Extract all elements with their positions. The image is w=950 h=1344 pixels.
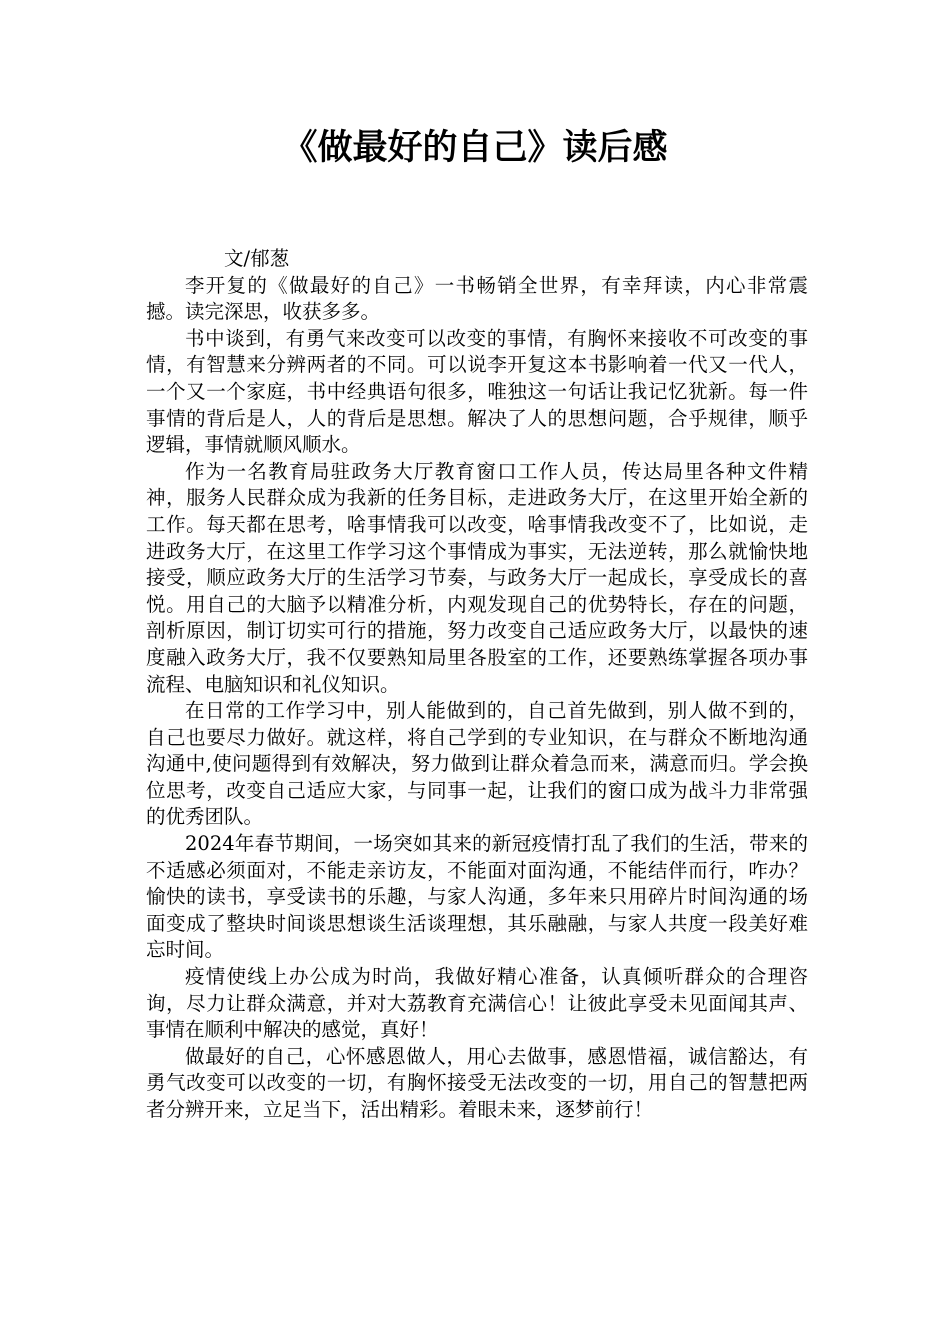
author-line: 文/郁葱 (224, 247, 290, 270)
document-body (146, 246, 808, 1124)
paragraph-1: 李开复的《做最好的自己》一书畅销全世界，有幸拜读，内心非常震撼。读完深思，收获多多。 (146, 273, 808, 324)
paragraph-6: 疫情使线上办公成为时尚，我做好精心准备，认真倾听群众的合理咨询，尽力让群众满意，并对大荔教育充满信心！让彼此享受未见面闻其声、事情在顺利中解决的感觉，真好！ (146, 965, 808, 1042)
paragraph-5: 2024年春节期间，一场突如其来的新冠疫情打乱了我们的生活，带来的不适感必须面对，不能走亲访友，不能面对面沟通，不能结伴而行，咋办？愉快的读书，享受读书的乐趣，与家人沟通，多年来只用碎片时间沟通的场面变成了整块时间谈思想谈生活谈理想，其乐融融，与家人共度一段美好难忘时间。 (146, 832, 808, 962)
paragraph-7: 做最好的自己，心怀感恩做人，用心去做事，感恩惜福，诚信豁达，有勇气改变可以改变的一切，有胸怀接受无法改变的一切，用自己的智慧把两者分辨开来，立足当下，活出精彩。着眼未来，逐梦前行！ (146, 1044, 808, 1121)
paragraph-2: 书中谈到，有勇气来改变可以改变的事情，有胸怀来接收不可改变的事情，有智慧来分辨两者的不同。可以说李开复这本书影响着一代又一代人，一个又一个家庭，书中经典语句很多，唯独这一句话让我记忆犹新。每一件事情的背后是人，人的背后是思想。解决了人的思想问题，合乎规律，顺乎逻辑，事情就顺风顺水。 (146, 326, 808, 457)
paragraph-4: 在日常的工作学习中，别人能做到的，自己首先做到，别人做不到的，自己也要尽力做好。就这样，将自己学到的专业知识，在与群众不断地沟通沟通中,使问题得到有效解决，努力做到让群众着急而来，满意而归。学会换位思考，改变自己适应大家，与同事一起，让我们的窗口成为战斗力非常强的优秀团队。 (146, 699, 808, 829)
document-title: 《做最好的自己》读后感 (282, 128, 668, 168)
paragraph-3: 作为一名教育局驻政务大厅教育窗口工作人员，传达局里各种文件精神，服务人民群众成为我新的任务目标，走进政务大厅，在这里开始全新的工作。每天都在思考，啥事情我可以改变，啥事情我改变不了，比如说，走进政务大厅，在这里工作学习这个事情成为事实，无法逆转，那么就愉快地接受，顺应政务大厅的生活学习节奏，与政务大厅一起成长，享受成长的喜悦。用自己的大脑予以精准分析，内观发现自己的优势特长，存在的问题，剖析原因，制订切实可行的措施，努力改变自己适应政务大厅，以最快的速度融入政务大厅，我不仅要熟知局里各股室的工作，还要熟练掌握各项办事流程、电脑知识和礼仪知识。 (146, 459, 808, 696)
